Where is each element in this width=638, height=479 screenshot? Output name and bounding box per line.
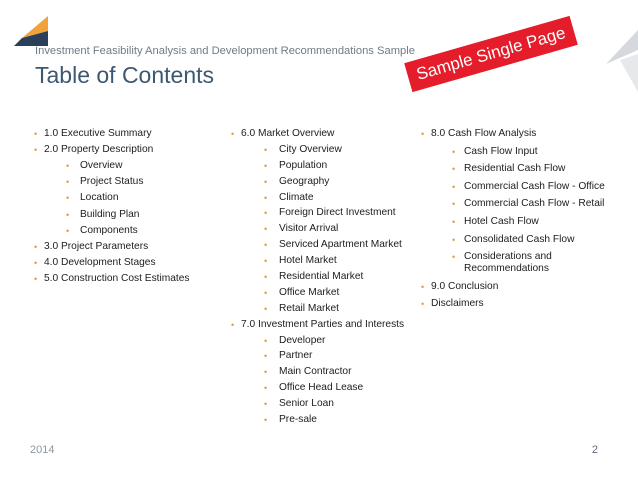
toc-subsection: • Residential Cash Flow xyxy=(421,163,621,175)
company-logo xyxy=(14,16,48,46)
toc-column-1 xyxy=(34,128,224,289)
sample-stamp: Sample Single Page xyxy=(404,16,578,92)
toc-subsection: • Office Market xyxy=(231,287,416,299)
toc-subsection: • Project Status xyxy=(34,176,224,188)
toc-section: • 2.0 Property Description xyxy=(34,144,224,156)
footer-year: 2014 xyxy=(30,444,55,456)
toc-subsection: • Partner xyxy=(231,350,416,362)
toc-subsection: • Location xyxy=(34,192,224,204)
toc-subsection: • Cash Flow Input xyxy=(421,146,621,158)
toc-section: • 7.0 Investment Parties and Interests xyxy=(231,319,416,331)
toc-subsection: • Senior Loan xyxy=(231,398,416,410)
toc-section: • 6.0 Market Overview xyxy=(231,128,416,140)
toc-subsection: • Visitor Arrival xyxy=(231,223,416,235)
toc-subsection: • Climate xyxy=(231,192,416,204)
toc-subsection: • Office Head Lease xyxy=(231,382,416,394)
document-subtitle: Investment Feasibility Analysis and Development Recommendations Sample xyxy=(35,45,415,57)
toc-section: • 4.0 Development Stages xyxy=(34,257,224,269)
toc-section: • 3.0 Project Parameters xyxy=(34,241,224,253)
toc-subsection: • Hotel Market xyxy=(231,255,416,267)
toc-subsection: • Building Plan xyxy=(34,209,224,221)
toc-subsection: • Considerations and Recommendations xyxy=(421,251,621,275)
corner-decoration xyxy=(598,30,638,92)
toc-section: • 1.0 Executive Summary xyxy=(34,128,224,140)
toc-subsection: • Components xyxy=(34,225,224,237)
toc-subsection: • Main Contractor xyxy=(231,366,416,378)
toc-section: • 9.0 Conclusion xyxy=(421,281,621,293)
toc-subsection: • Hotel Cash Flow xyxy=(421,216,621,228)
toc-subsection: • Pre-sale xyxy=(231,414,416,426)
toc-column-2 xyxy=(231,128,416,430)
toc-subsection: • Foreign Direct Investment xyxy=(231,207,416,219)
toc-section: • 5.0 Construction Cost Estimates xyxy=(34,273,224,285)
toc-subsection: • Geography xyxy=(231,176,416,188)
toc-section: • 8.0 Cash Flow Analysis xyxy=(421,128,621,140)
toc-subsection: • Commercial Cash Flow - Office xyxy=(421,181,621,193)
toc-section: • Disclaimers xyxy=(421,298,621,310)
toc-subsection: • Retail Market xyxy=(231,303,416,315)
toc-subsection: • Overview xyxy=(34,160,224,172)
toc-subsection: • City Overview xyxy=(231,144,416,156)
toc-subsection: • Consolidated Cash Flow xyxy=(421,234,621,246)
toc-subsection: • Population xyxy=(231,160,416,172)
page-title: Table of Contents xyxy=(35,62,215,88)
toc-subsection: • Serviced Apartment Market xyxy=(231,239,416,251)
toc-subsection: • Commercial Cash Flow - Retail xyxy=(421,198,621,210)
page-number: 2 xyxy=(591,444,598,456)
toc-subsection: • Residential Market xyxy=(231,271,416,283)
toc-column-3 xyxy=(421,128,621,316)
toc-subsection: • Developer xyxy=(231,335,416,347)
